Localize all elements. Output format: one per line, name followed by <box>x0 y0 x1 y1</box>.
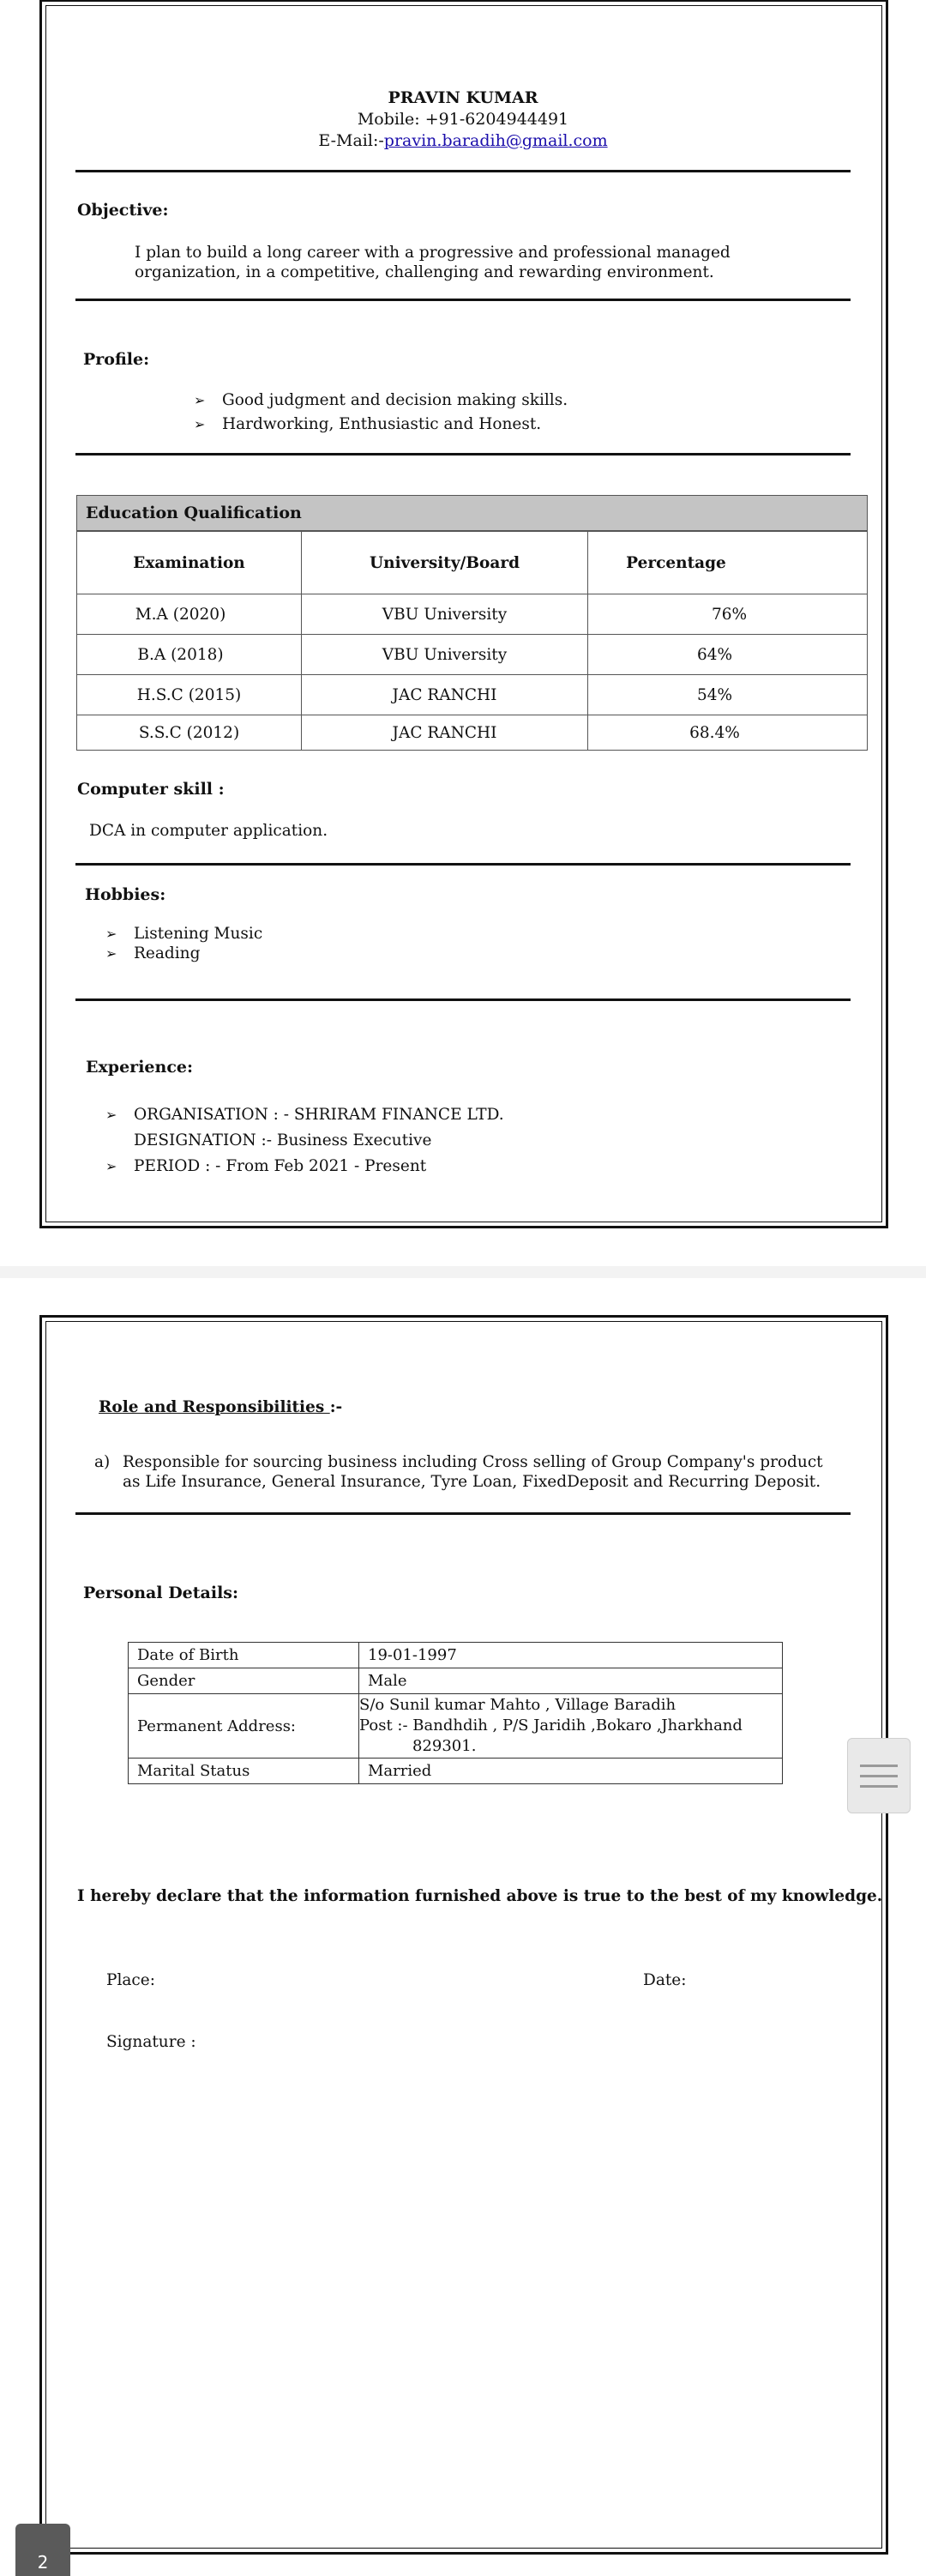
table-row: Gender Male <box>129 1668 783 1694</box>
list-item: ➢ Listening Music <box>105 925 263 943</box>
date-label: Date: <box>643 1971 687 1989</box>
objective-text: I plan to build a long career with a progressive and professional managed organization, in a competitive, challenging and rewarding environment. <box>135 244 731 281</box>
email-label: E-Mail:- <box>318 131 384 150</box>
computer-skill-heading: Computer skill : <box>77 780 225 799</box>
resume-page-2 <box>0 1278 926 2576</box>
personal-details-heading: Personal Details: <box>83 1584 239 1602</box>
organisation: ORGANISATION : - SHRIRAM FINANCE LTD. <box>134 1106 504 1124</box>
divider <box>75 299 851 301</box>
page-number-badge[interactable]: 2 <box>15 2524 70 2576</box>
divider <box>75 998 851 1001</box>
list-item: ➢ Good judgment and decision making skills. <box>194 389 568 413</box>
table-row: Permanent Address: S/o Sunil kumar Mahto , Village Baradih Post :- Bandhdih , P/S Jaridih ,Bokaro ,Jharkhand 829301. <box>129 1694 783 1759</box>
arrow-bullet-icon: ➢ <box>105 926 117 942</box>
arrow-bullet-icon: ➢ <box>105 1107 117 1123</box>
education-table <box>76 495 868 751</box>
objective-heading: Objective: <box>77 201 169 220</box>
list-item: ➢ Hardworking, Enthusiastic and Honest. <box>194 413 568 437</box>
place-label: Place: <box>106 1971 155 1989</box>
divider <box>75 170 851 172</box>
table-header-row <box>77 532 867 594</box>
table-row: M.A (2020) VBU University 76% <box>77 594 867 635</box>
computer-skill-text: DCA in computer application. <box>89 822 328 840</box>
designation: DESIGNATION :- Business Executive <box>134 1131 432 1149</box>
table-row: S.S.C (2012) JAC RANCHI 68.4% <box>77 715 867 751</box>
email-line <box>0 131 926 150</box>
page-border <box>39 1315 888 2555</box>
arrow-bullet-icon: ➢ <box>194 392 206 408</box>
signature-label: Signature : <box>106 2033 196 2051</box>
profile-list <box>194 389 568 437</box>
arrow-bullet-icon: ➢ <box>105 1158 117 1174</box>
experience-heading: Experience: <box>86 1058 193 1077</box>
divider <box>75 1512 851 1515</box>
experience-details <box>105 1102 504 1179</box>
column-header: Examination <box>77 532 302 594</box>
list-item: ➢ Reading <box>105 944 201 962</box>
table-row: Marital Status Married <box>129 1759 783 1784</box>
personal-details-table <box>128 1642 783 1784</box>
roles-heading: Role and Responsibilities :- <box>99 1398 343 1416</box>
divider <box>75 863 851 866</box>
education-heading: Education Qualification <box>77 496 867 531</box>
table-row: B.A (2018) VBU University 64% <box>77 635 867 675</box>
email-link[interactable]: pravin.baradih@gmail.com <box>383 131 608 150</box>
declaration-text: I hereby declare that the information furnished above is true to the best of my knowledge. <box>77 1887 883 1905</box>
resume-page-1 <box>0 0 926 1266</box>
hobbies-heading: Hobbies: <box>85 885 166 904</box>
scroll-handle[interactable] <box>847 1738 911 1813</box>
arrow-bullet-icon: ➢ <box>194 416 206 432</box>
column-header: University/Board <box>302 532 588 594</box>
table-row: Date of Birth 19-01-1997 <box>129 1643 783 1668</box>
roles-marker: a) <box>94 1453 111 1471</box>
candidate-name: PRAVIN KUMAR <box>388 88 538 107</box>
roles-text: Responsible for sourcing business including Cross selling of Group Company's product as Life Insurance, General Insurance, Tyre Loan, FixedDeposit and Recurring Deposit. <box>123 1453 823 1491</box>
divider <box>75 453 851 455</box>
hobbies-list <box>105 924 262 963</box>
column-header: Percentage <box>588 532 868 594</box>
arrow-bullet-icon: ➢ <box>105 945 117 962</box>
profile-heading: Profile: <box>83 350 150 369</box>
table-row: H.S.C (2015) JAC RANCHI 54% <box>77 675 867 715</box>
period: PERIOD : - From Feb 2021 - Present <box>134 1157 427 1175</box>
mobile-number: Mobile: +91-6204944491 <box>357 110 569 129</box>
